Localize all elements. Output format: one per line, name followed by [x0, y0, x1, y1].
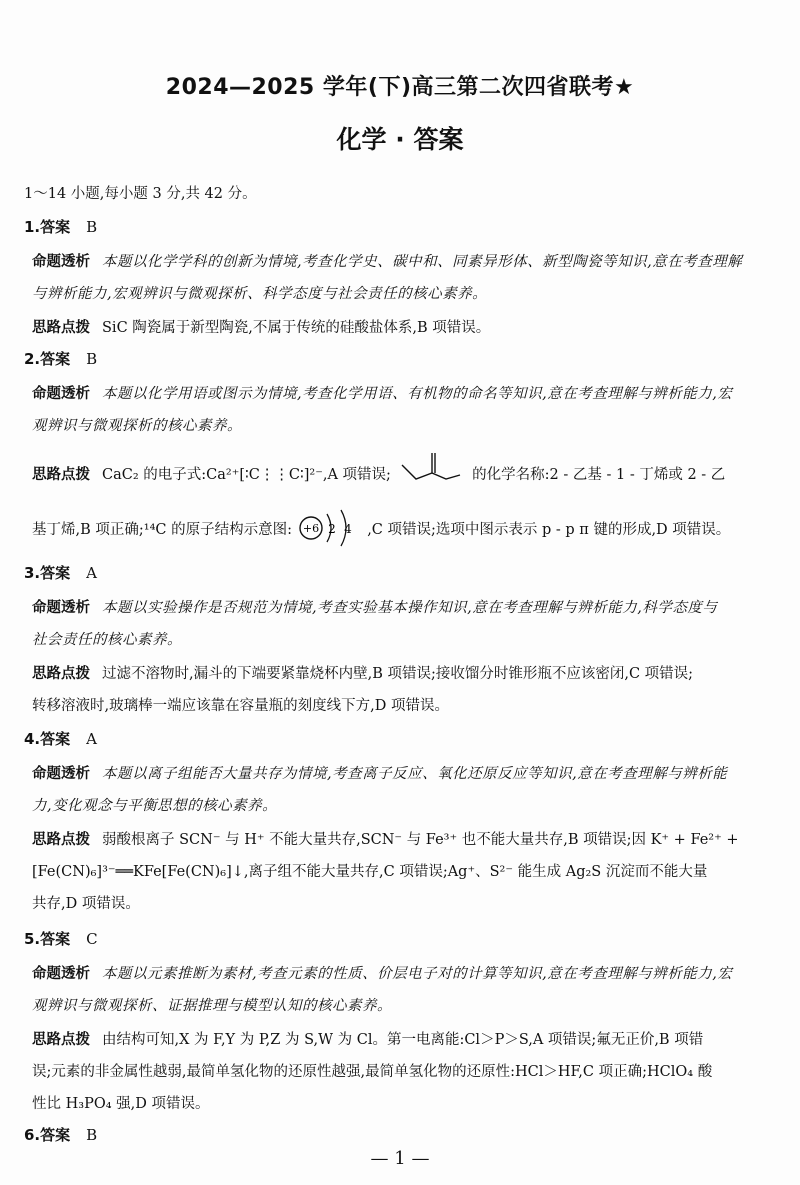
atom-nucleus-label: +6 — [302, 522, 319, 535]
q5-analysis-text1: 本题以元素推断为素材,考查元素的性质、价层电子对的计算等知识,意在考查理解与辨析能力,宏 — [102, 966, 733, 982]
skeletal-formula-icon — [400, 453, 464, 487]
analysis-label: 命题透析 — [32, 254, 90, 270]
answer-label: 答案 — [40, 1126, 71, 1144]
answer-label: 答案 — [40, 350, 71, 368]
q2-guide-line2 — [32, 508, 730, 552]
q2-guide-line1 — [32, 453, 725, 487]
q5-guide-text3: 性比 H₃PO₄ 强,D 项错误。 — [32, 1096, 210, 1112]
analysis-label: 命题透析 — [32, 966, 90, 982]
q1-analysis-text1: 本题以化学学科的创新为情境,考查化学史、碳中和、同素异形体、新型陶瓷等知识,意在考查理解 — [102, 254, 743, 270]
q2-guide-text1a: CaC₂ 的电子式:Ca²⁺[∶C⋮⋮C∶]²⁻,A 项错误; — [102, 467, 391, 483]
q3-analysis-line1 — [32, 596, 717, 617]
q5-answer: C — [86, 930, 98, 948]
q4-answer-line — [24, 728, 97, 749]
q5-guide-text2: 误;元素的非金属性越弱,最简单氢化物的还原性越强,最简单氢化物的还原性:HCl＞HF,C 项正确;HClO₄ 酸 — [32, 1064, 713, 1080]
q3-analysis-text2: 社会责任的核心素养。 — [32, 632, 182, 648]
guide-label: 思路点拨 — [32, 832, 90, 848]
q2-number: 2. — [24, 350, 41, 368]
q4-guide-text2: [Fe(CN)₆]³⁻══KFe[Fe(CN)₆]↓,离子组不能大量共存,C 项错误;Ag⁺、S²⁻ 能生成 Ag₂S 沉淀而不能大量 — [32, 864, 708, 880]
page-number: — 1 — — [370, 1148, 430, 1169]
intro-text: 1～14 小题,每小题 3 分,共 42 分。 — [24, 186, 257, 202]
q2-guide-text1b: 的化学名称:2 - 乙基 - 1 - 丁烯或 2 - 乙 — [472, 467, 726, 483]
q5-analysis-text2: 观辨识与微观探析、证据推理与模型认知的核心素养。 — [32, 998, 392, 1014]
answer-label: 答案 — [40, 564, 71, 582]
q6-answer-line — [24, 1124, 97, 1145]
q4-guide-text3: 共存,D 项错误。 — [32, 896, 140, 912]
q4-guide-line1 — [32, 828, 739, 849]
guide-label: 思路点拨 — [32, 1032, 90, 1048]
q1-number: 1. — [24, 218, 41, 236]
q2-answer: B — [86, 350, 98, 368]
q1-analysis-text2: 与辨析能力,宏观辨识与微观探析、科学态度与社会责任的核心素养。 — [32, 286, 488, 302]
q1-answer: B — [86, 218, 98, 236]
page-title: 2024—2025 学年(下)高三第二次四省联考★ — [165, 75, 635, 100]
q5-guide-line1 — [32, 1028, 703, 1049]
q5-analysis-line1 — [32, 962, 732, 983]
q3-analysis-text1: 本题以实验操作是否规范为情境,考查实验基本操作知识,意在考查理解与辨析能力,科学态度与 — [102, 600, 718, 616]
q2-answer-line — [24, 348, 97, 369]
q3-guide-line1 — [32, 662, 693, 683]
q2-analysis-text2: 观辨识与微观探析的核心素养。 — [32, 418, 242, 434]
q2-analysis-line1 — [32, 382, 732, 403]
q4-guide-text1: 弱酸根离子 SCN⁻ 与 H⁺ 不能大量共存,SCN⁻ 与 Fe³⁺ 也不能大量共存,B 项错误;因 K⁺ + Fe²⁺ + — [102, 832, 739, 848]
q2-guide-text2a: 基丁烯,B 项正确;¹⁴C 的原子结构示意图: — [32, 522, 292, 538]
q4-analysis-line1 — [32, 762, 727, 783]
q1-guide-text1: SiC 陶瓷属于新型陶瓷,不属于传统的硅酸盐体系,B 项错误。 — [102, 320, 491, 336]
guide-label: 思路点拨 — [32, 666, 90, 682]
analysis-label: 命题透析 — [32, 386, 90, 402]
analysis-label: 命题透析 — [32, 766, 90, 782]
q4-answer: A — [86, 730, 97, 748]
q4-analysis-text1: 本题以离子组能否大量共存为情境,考查离子反应、氧化还原反应等知识,意在考查理解与辨析能 — [102, 766, 728, 782]
analysis-label: 命题透析 — [32, 600, 90, 616]
q4-number: 4. — [24, 730, 41, 748]
q3-guide-text1: 过滤不溶物时,漏斗的下端要紧靠烧杯内壁,B 项错误;接收馏分时锥形瓶不应该密闭,C 项错误; — [102, 666, 694, 682]
q5-answer-line — [24, 928, 98, 949]
atom-shell2-label: 4 — [343, 522, 352, 536]
q1-analysis-line1 — [32, 250, 742, 271]
q6-answer: B — [86, 1126, 98, 1144]
q3-answer-line — [24, 562, 97, 583]
atom-structure-diagram — [297, 508, 363, 552]
answer-label: 答案 — [40, 218, 71, 236]
q3-guide-text2: 转移溶液时,玻璃棒一端应该靠在容量瓶的刻度线下方,D 项错误。 — [32, 698, 449, 714]
q4-analysis-text2: 力,变化观念与平衡思想的核心素养。 — [32, 798, 278, 814]
q1-guide-line1 — [32, 316, 490, 337]
q2-guide-text2b: ,C 项错误;选项中图示表示 p - p π 键的形成,D 项错误。 — [367, 522, 731, 538]
page-subtitle: 化学 · 答案 — [336, 125, 464, 154]
q2-analysis-text1: 本题以化学用语或图示为情境,考查化学用语、有机物的命名等知识,意在考查理解与辨析能力,宏 — [102, 386, 733, 402]
q5-guide-text1: 由结构可知,X 为 F,Y 为 P,Z 为 S,W 为 Cl。第一电离能:Cl＞P＞S,A 项错误;氟无正价,B 项错 — [102, 1032, 704, 1048]
q3-number: 3. — [24, 564, 41, 582]
atom-shell1-label: 2 — [327, 522, 336, 536]
guide-label: 思路点拨 — [32, 320, 90, 336]
answer-label: 答案 — [40, 730, 71, 748]
q3-answer: A — [86, 564, 97, 582]
guide-label: 思路点拨 — [32, 467, 90, 483]
q5-number: 5. — [24, 930, 41, 948]
q1-answer-line — [24, 216, 97, 237]
answer-label: 答案 — [40, 930, 71, 948]
q6-number: 6. — [24, 1126, 41, 1144]
